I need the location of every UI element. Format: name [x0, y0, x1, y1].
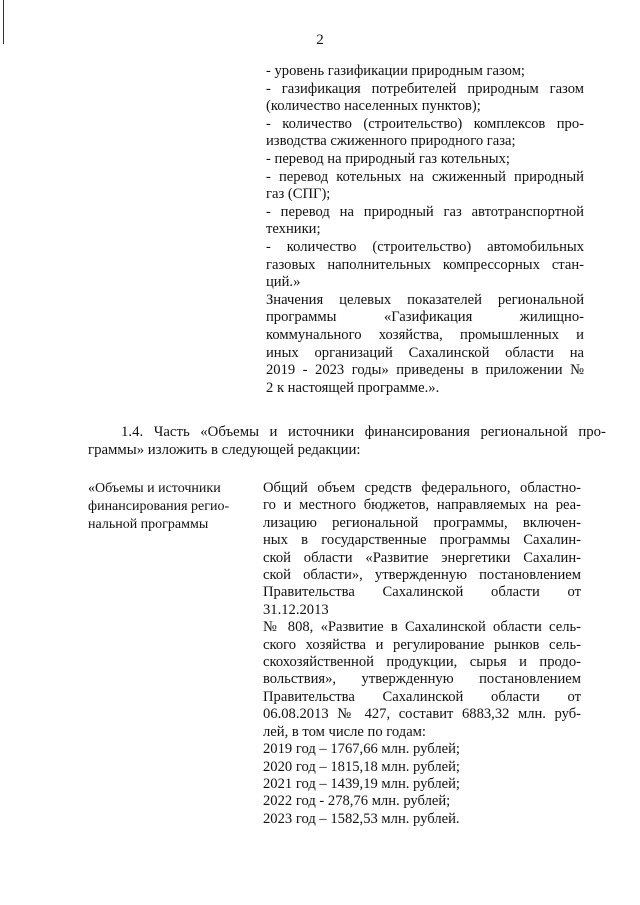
content-line: лей, в том числе по годам:: [263, 723, 426, 740]
table-content-cell: [263, 480, 581, 828]
paragraph-line: граммы» изложить в следующей редакции:: [88, 442, 361, 458]
content-line: го и местного бюджетов, направляемых на реа-: [263, 497, 581, 514]
content-line: вольствия», утвержденную постановлением: [263, 671, 581, 688]
text-line: газовых наполнительных компрессорных стан-: [266, 256, 584, 273]
content-line: 2021 год – 1439,19 млн. рублей;: [263, 775, 460, 792]
text-line: - количество (строительство) автомобильных: [266, 238, 584, 255]
content-line: скохозяйственной продукции, сырья и продо-: [263, 654, 581, 671]
content-line: Правительства Сахалинской области от: [263, 584, 581, 601]
text-line: программы «Газификация жилищно-: [266, 309, 584, 326]
paragraph-line: 1.4. Часть «Объемы и источники финансирования региональной про-: [121, 424, 606, 440]
content-line: 2023 год – 1582,53 млн. рублей.: [263, 810, 460, 827]
label-line: нальной программы: [88, 517, 209, 532]
text-line: - количество (строительство) комплексов про-: [266, 115, 584, 132]
content-line: 2019 год – 1767,66 млн. рублей;: [263, 741, 460, 758]
text-line: техники;: [266, 221, 321, 238]
text-line: - газификация потребителей природным газом: [266, 80, 584, 97]
content-line: ского хозяйства и регулирование рынков сель-: [263, 636, 581, 653]
text-line: ций.»: [266, 274, 301, 291]
text-line: - перевод котельных на сжиженный природный: [266, 168, 584, 185]
text-line: газ (СПГ);: [266, 186, 331, 203]
text-line: - уровень газификации природным газом;: [266, 63, 525, 79]
page-number: 2: [316, 32, 324, 48]
label-line: «Объемы и источники: [88, 481, 221, 496]
text-line: коммунального хозяйства, промышленных и: [266, 326, 584, 343]
text-line: - перевод на природный газ автотранспортной: [266, 203, 584, 220]
content-line: ской области «Развитие энергетики Сахалин-: [263, 549, 581, 566]
text-line: - перевод на природный газ котельных;: [266, 150, 510, 167]
content-line: ской области», утвержденную постановлением: [263, 567, 581, 584]
text-line: изводства сжиженного природного газа;: [266, 133, 516, 150]
content-line: 31.12.2013: [263, 601, 329, 618]
table-label-cell: [88, 480, 258, 534]
section-1-4-paragraph: [88, 423, 606, 459]
content-line: Общий объем средств федерального, областно-: [263, 480, 581, 496]
text-line: 2 к настоящей программе.».: [266, 379, 440, 396]
content-line: лизацию региональной программы, включен-: [263, 514, 581, 531]
text-line: Значения целевых показателей региональной: [266, 291, 584, 308]
content-line: 2022 год - 278,76 млн. рублей;: [263, 793, 451, 810]
content-line: 06.08.2013 № 427, составит 6883,32 млн. руб-: [263, 706, 581, 723]
text-line: (количество населенных пунктов);: [266, 98, 481, 115]
content-line: № 808, «Развитие в Сахалинской области сель-: [263, 619, 581, 636]
text-line: 2019 - 2023 годы» приведены в приложении №: [266, 362, 584, 379]
content-line: Правительства Сахалинской области от: [263, 688, 581, 705]
target-indicators-list: [266, 63, 584, 397]
label-line: финансирования регио-: [88, 499, 230, 514]
content-line: 2020 год – 1815,18 млн. рублей;: [263, 758, 460, 775]
text-line: иных организаций Сахалинской области на: [266, 344, 584, 361]
content-line: ных в государственные программы Сахалин-: [263, 532, 581, 549]
